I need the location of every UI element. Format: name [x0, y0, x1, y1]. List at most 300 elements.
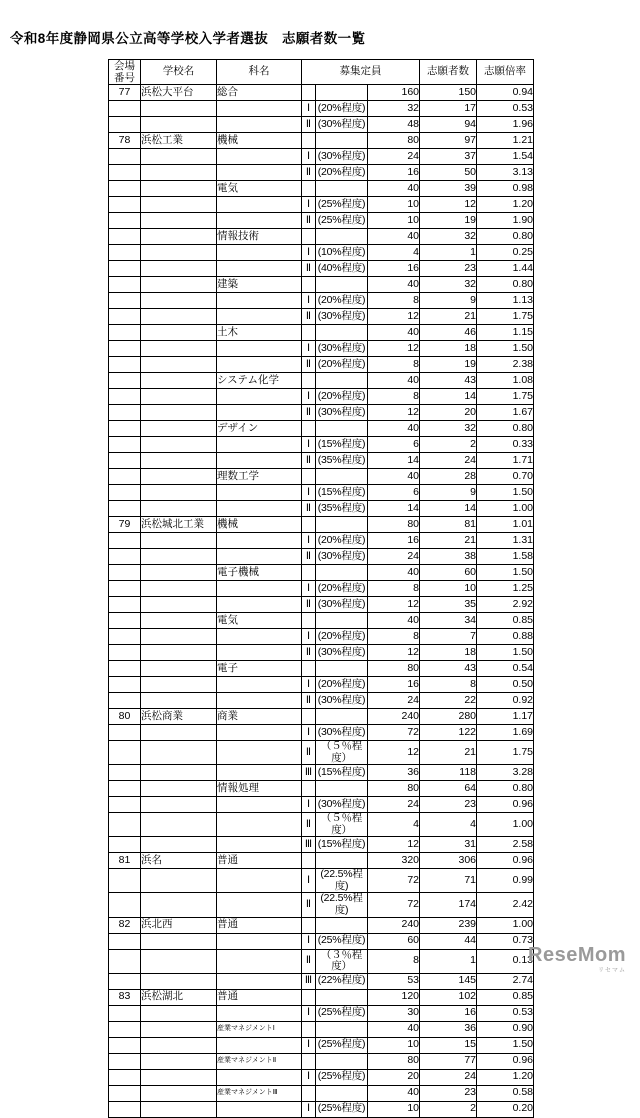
- cell-quota-ratio-note: [316, 277, 368, 293]
- table-row: [109, 781, 534, 797]
- cell-quota: 48: [368, 117, 420, 133]
- table-row: [109, 245, 534, 261]
- table-row: [109, 837, 534, 853]
- cell-quota: 40: [368, 469, 420, 485]
- cell-course-name: 機械: [217, 517, 302, 533]
- cell-rate: 1.58: [477, 549, 534, 565]
- table-row: [109, 293, 534, 309]
- cell-quota: 8: [368, 389, 420, 405]
- cell-rate: 0.80: [477, 421, 534, 437]
- cell-quota: 40: [368, 1021, 420, 1037]
- cell-rate: 1.20: [477, 197, 534, 213]
- cell-rate: 0.96: [477, 1053, 534, 1069]
- cell-quota-ratio-note: （３％程度）: [316, 949, 368, 973]
- cell-quota: 12: [368, 405, 420, 421]
- cell-rate: 1.44: [477, 261, 534, 277]
- cell-course-name: [217, 869, 302, 893]
- cell-rate: 1.50: [477, 565, 534, 581]
- cell-applicants: 9: [420, 485, 477, 501]
- cell-venue-number: [109, 213, 141, 229]
- cell-quota-ratio-note: (25%程度): [316, 1101, 368, 1117]
- cell-course-name: [217, 453, 302, 469]
- cell-course-name: [217, 893, 302, 917]
- cell-quota-ratio-note: [316, 181, 368, 197]
- cell-venue-number: [109, 597, 141, 613]
- cell-selection-type: Ⅰ: [302, 869, 316, 893]
- cell-rate: 0.85: [477, 989, 534, 1005]
- cell-course-name: 土木: [217, 325, 302, 341]
- cell-applicants: 8: [420, 677, 477, 693]
- cell-venue-number: [109, 533, 141, 549]
- cell-course-name: [217, 645, 302, 661]
- table-row: [109, 501, 534, 517]
- cell-school-name: [141, 1005, 217, 1021]
- cell-selection-type: [302, 85, 316, 101]
- cell-venue-number: [109, 277, 141, 293]
- table-row: [109, 117, 534, 133]
- cell-rate: 1.96: [477, 117, 534, 133]
- cell-course-name: 普通: [217, 989, 302, 1005]
- cell-course-name: [217, 765, 302, 781]
- cell-selection-type: Ⅰ: [302, 797, 316, 813]
- cell-school-name: [141, 101, 217, 117]
- cell-quota: 24: [368, 149, 420, 165]
- cell-quota: 6: [368, 437, 420, 453]
- watermark-brand-sub: リセマム: [598, 968, 626, 974]
- header-quota: 募集定員: [302, 60, 420, 85]
- cell-applicants: 23: [420, 1085, 477, 1101]
- cell-course-name: [217, 389, 302, 405]
- cell-selection-type: Ⅰ: [302, 437, 316, 453]
- cell-quota: 12: [368, 309, 420, 325]
- table-row: [109, 421, 534, 437]
- cell-quota: 36: [368, 765, 420, 781]
- cell-course-name: [217, 437, 302, 453]
- cell-course-name: [217, 837, 302, 853]
- cell-school-name: [141, 1069, 217, 1085]
- cell-rate: 3.28: [477, 765, 534, 781]
- cell-rate: 2.38: [477, 357, 534, 373]
- cell-venue-number: [109, 309, 141, 325]
- cell-venue-number: [109, 1069, 141, 1085]
- cell-selection-type: Ⅱ: [302, 117, 316, 133]
- cell-rate: 0.20: [477, 1101, 534, 1117]
- cell-quota: 40: [368, 181, 420, 197]
- cell-quota: 320: [368, 853, 420, 869]
- cell-quota: 80: [368, 133, 420, 149]
- table-row: [109, 389, 534, 405]
- cell-course-name: [217, 293, 302, 309]
- cell-quota: 8: [368, 357, 420, 373]
- table-row: [109, 181, 534, 197]
- cell-quota: 240: [368, 917, 420, 933]
- cell-school-name: [141, 213, 217, 229]
- cell-quota-ratio-note: [316, 1053, 368, 1069]
- cell-applicants: 44: [420, 933, 477, 949]
- cell-quota-ratio-note: [316, 133, 368, 149]
- cell-venue-number: [109, 645, 141, 661]
- cell-venue-number: 78: [109, 133, 141, 149]
- cell-course-name: [217, 309, 302, 325]
- cell-quota: 30: [368, 1005, 420, 1021]
- cell-applicants: 24: [420, 1069, 477, 1085]
- cell-rate: 1.21: [477, 133, 534, 149]
- table-row: [109, 989, 534, 1005]
- table-row: [109, 741, 534, 765]
- cell-course-name: [217, 101, 302, 117]
- cell-rate: 0.96: [477, 797, 534, 813]
- cell-selection-type: Ⅱ: [302, 645, 316, 661]
- table-row: [109, 1085, 534, 1101]
- table-row: [109, 933, 534, 949]
- cell-rate: 1.90: [477, 213, 534, 229]
- cell-applicants: 2: [420, 437, 477, 453]
- cell-quota-ratio-note: [316, 781, 368, 797]
- cell-applicants: 60: [420, 565, 477, 581]
- cell-quota-ratio-note: (20%程度): [316, 533, 368, 549]
- cell-venue-number: [109, 117, 141, 133]
- cell-venue-number: [109, 245, 141, 261]
- cell-school-name: 浜松大平台: [141, 85, 217, 101]
- table-row: [109, 213, 534, 229]
- cell-quota-ratio-note: (10%程度): [316, 245, 368, 261]
- cell-rate: 0.80: [477, 277, 534, 293]
- cell-quota: 60: [368, 933, 420, 949]
- cell-applicants: 36: [420, 1021, 477, 1037]
- table-row: [109, 373, 534, 389]
- cell-applicants: 32: [420, 421, 477, 437]
- cell-selection-type: Ⅰ: [302, 341, 316, 357]
- cell-quota-ratio-note: (25%程度): [316, 1037, 368, 1053]
- cell-applicants: 21: [420, 741, 477, 765]
- table-row: [109, 973, 534, 989]
- cell-venue-number: [109, 549, 141, 565]
- cell-quota: 40: [368, 325, 420, 341]
- table-row: [109, 1021, 534, 1037]
- cell-applicants: 34: [420, 613, 477, 629]
- cell-school-name: [141, 533, 217, 549]
- cell-venue-number: [109, 453, 141, 469]
- cell-applicants: 22: [420, 693, 477, 709]
- cell-venue-number: 80: [109, 709, 141, 725]
- cell-selection-type: Ⅰ: [302, 1037, 316, 1053]
- cell-venue-number: [109, 725, 141, 741]
- cell-course-name: [217, 693, 302, 709]
- cell-venue-number: [109, 197, 141, 213]
- cell-venue-number: [109, 421, 141, 437]
- cell-applicants: 18: [420, 341, 477, 357]
- cell-school-name: [141, 437, 217, 453]
- cell-applicants: 118: [420, 765, 477, 781]
- cell-quota: 12: [368, 645, 420, 661]
- cell-quota-ratio-note: (20%程度): [316, 389, 368, 405]
- table-row: [109, 165, 534, 181]
- cell-quota-ratio-note: [316, 853, 368, 869]
- cell-selection-type: Ⅱ: [302, 165, 316, 181]
- cell-venue-number: [109, 741, 141, 765]
- cell-rate: 1.69: [477, 725, 534, 741]
- cell-selection-type: Ⅱ: [302, 453, 316, 469]
- cell-venue-number: [109, 613, 141, 629]
- cell-selection-type: Ⅰ: [302, 629, 316, 645]
- cell-quota-ratio-note: [316, 469, 368, 485]
- cell-quota: 72: [368, 725, 420, 741]
- cell-rate: 3.13: [477, 165, 534, 181]
- cell-rate: 1.54: [477, 149, 534, 165]
- cell-course-name: デザイン: [217, 421, 302, 437]
- cell-selection-type: Ⅱ: [302, 549, 316, 565]
- cell-selection-type: [302, 709, 316, 725]
- cell-school-name: [141, 165, 217, 181]
- cell-selection-type: Ⅰ: [302, 1069, 316, 1085]
- cell-school-name: [141, 813, 217, 837]
- cell-quota: 24: [368, 549, 420, 565]
- cell-applicants: 71: [420, 869, 477, 893]
- cell-quota-ratio-note: [316, 661, 368, 677]
- cell-selection-type: [302, 853, 316, 869]
- table-row: [109, 549, 534, 565]
- cell-school-name: [141, 613, 217, 629]
- cell-applicants: 64: [420, 781, 477, 797]
- cell-quota-ratio-note: [316, 229, 368, 245]
- cell-quota: 8: [368, 581, 420, 597]
- cell-applicants: 24: [420, 453, 477, 469]
- cell-applicants: 43: [420, 373, 477, 389]
- cell-rate: 1.75: [477, 389, 534, 405]
- cell-rate: 0.88: [477, 629, 534, 645]
- cell-venue-number: [109, 765, 141, 781]
- table-row: [109, 485, 534, 501]
- cell-selection-type: [302, 1053, 316, 1069]
- cell-school-name: [141, 797, 217, 813]
- table-row: [109, 261, 534, 277]
- cell-applicants: 122: [420, 725, 477, 741]
- cell-course-name: [217, 165, 302, 181]
- cell-course-name: [217, 813, 302, 837]
- cell-course-name: [217, 1037, 302, 1053]
- cell-school-name: [141, 357, 217, 373]
- cell-selection-type: [302, 181, 316, 197]
- cell-quota: 32: [368, 101, 420, 117]
- cell-school-name: [141, 293, 217, 309]
- cell-rate: 1.00: [477, 917, 534, 933]
- cell-quota-ratio-note: (20%程度): [316, 629, 368, 645]
- cell-quota-ratio-note: (25%程度): [316, 933, 368, 949]
- cell-rate: 0.58: [477, 1085, 534, 1101]
- cell-venue-number: [109, 813, 141, 837]
- cell-course-name: [217, 357, 302, 373]
- cell-selection-type: [302, 613, 316, 629]
- cell-selection-type: Ⅱ: [302, 597, 316, 613]
- cell-quota-ratio-note: [316, 421, 368, 437]
- cell-selection-type: Ⅱ: [302, 357, 316, 373]
- cell-course-name: 情報技術: [217, 229, 302, 245]
- cell-course-name: [217, 1069, 302, 1085]
- cell-school-name: [141, 837, 217, 853]
- cell-course-name: 普通: [217, 853, 302, 869]
- table-row: [109, 709, 534, 725]
- cell-rate: 1.20: [477, 1069, 534, 1085]
- cell-quota-ratio-note: (30%程度): [316, 341, 368, 357]
- cell-selection-type: Ⅰ: [302, 245, 316, 261]
- cell-applicants: 102: [420, 989, 477, 1005]
- cell-course-name: 電子機械: [217, 565, 302, 581]
- cell-quota: 160: [368, 85, 420, 101]
- cell-school-name: [141, 277, 217, 293]
- cell-quota-ratio-note: [316, 1021, 368, 1037]
- cell-school-name: [141, 389, 217, 405]
- cell-quota: 12: [368, 741, 420, 765]
- cell-quota-ratio-note: (20%程度): [316, 165, 368, 181]
- cell-quota-ratio-note: (20%程度): [316, 357, 368, 373]
- cell-quota: 40: [368, 421, 420, 437]
- cell-course-name: 情報処理: [217, 781, 302, 797]
- cell-school-name: [141, 405, 217, 421]
- cell-venue-number: [109, 181, 141, 197]
- cell-selection-type: Ⅱ: [302, 501, 316, 517]
- table-row: [109, 581, 534, 597]
- cell-selection-type: Ⅱ: [302, 741, 316, 765]
- cell-rate: 0.13: [477, 949, 534, 973]
- cell-venue-number: [109, 1101, 141, 1117]
- table-row: [109, 797, 534, 813]
- cell-applicants: 10: [420, 581, 477, 597]
- cell-selection-type: [302, 277, 316, 293]
- header-venue: 会場 番号: [109, 60, 141, 85]
- cell-selection-type: [302, 421, 316, 437]
- cell-quota: 16: [368, 165, 420, 181]
- cell-venue-number: 83: [109, 989, 141, 1005]
- cell-course-name: 商業: [217, 709, 302, 725]
- cell-applicants: 4: [420, 813, 477, 837]
- cell-selection-type: Ⅱ: [302, 893, 316, 917]
- cell-venue-number: [109, 165, 141, 181]
- cell-venue-number: [109, 933, 141, 949]
- cell-course-name: 電子: [217, 661, 302, 677]
- cell-quota: 24: [368, 693, 420, 709]
- cell-quota: 40: [368, 373, 420, 389]
- table-row: [109, 1037, 534, 1053]
- cell-rate: 0.80: [477, 781, 534, 797]
- cell-quota-ratio-note: (15%程度): [316, 485, 368, 501]
- cell-venue-number: 79: [109, 517, 141, 533]
- table-row: [109, 1101, 534, 1117]
- cell-selection-type: [302, 1085, 316, 1101]
- cell-school-name: [141, 117, 217, 133]
- cell-quota-ratio-note: [316, 709, 368, 725]
- cell-course-name: 産業マネジメントⅡ: [217, 1053, 302, 1069]
- cell-quota-ratio-note: (22.5%程度): [316, 869, 368, 893]
- table-row: [109, 437, 534, 453]
- cell-course-name: [217, 245, 302, 261]
- cell-quota-ratio-note: (25%程度): [316, 1005, 368, 1021]
- table-row: [109, 405, 534, 421]
- cell-applicants: 1: [420, 949, 477, 973]
- cell-rate: 1.25: [477, 581, 534, 597]
- header-applicants: 志願者数: [420, 60, 477, 85]
- table-row: [109, 661, 534, 677]
- cell-venue-number: [109, 893, 141, 917]
- cell-course-name: システム化学: [217, 373, 302, 389]
- cell-rate: 0.80: [477, 229, 534, 245]
- cell-course-name: 総合: [217, 85, 302, 101]
- cell-venue-number: [109, 869, 141, 893]
- cell-quota: 8: [368, 949, 420, 973]
- cell-selection-type: Ⅱ: [302, 309, 316, 325]
- cell-rate: 0.90: [477, 1021, 534, 1037]
- cell-rate: 1.50: [477, 485, 534, 501]
- cell-selection-type: Ⅲ: [302, 973, 316, 989]
- cell-quota: 80: [368, 1053, 420, 1069]
- cell-course-name: [217, 677, 302, 693]
- header-school: 学校名: [141, 60, 217, 85]
- cell-course-name: [217, 1101, 302, 1117]
- table-header: [109, 60, 534, 85]
- cell-rate: 0.50: [477, 677, 534, 693]
- cell-applicants: 18: [420, 645, 477, 661]
- cell-rate: 2.58: [477, 837, 534, 853]
- cell-venue-number: [109, 437, 141, 453]
- cell-rate: 0.92: [477, 693, 534, 709]
- cell-school-name: [141, 933, 217, 949]
- cell-quota: 80: [368, 661, 420, 677]
- table-row: [109, 197, 534, 213]
- cell-applicants: 37: [420, 149, 477, 165]
- cell-course-name: [217, 597, 302, 613]
- cell-selection-type: Ⅱ: [302, 213, 316, 229]
- cell-rate: 0.99: [477, 869, 534, 893]
- cell-rate: 0.53: [477, 1005, 534, 1021]
- cell-school-name: [141, 645, 217, 661]
- cell-course-name: [217, 549, 302, 565]
- cell-selection-type: [302, 229, 316, 245]
- cell-course-name: [217, 197, 302, 213]
- cell-school-name: [141, 973, 217, 989]
- cell-school-name: [141, 181, 217, 197]
- cell-applicants: 174: [420, 893, 477, 917]
- cell-selection-type: Ⅱ: [302, 405, 316, 421]
- cell-applicants: 32: [420, 229, 477, 245]
- cell-applicants: 31: [420, 837, 477, 853]
- cell-applicants: 15: [420, 1037, 477, 1053]
- cell-venue-number: [109, 469, 141, 485]
- cell-quota: 24: [368, 797, 420, 813]
- cell-quota: 80: [368, 517, 420, 533]
- cell-rate: 1.50: [477, 341, 534, 357]
- cell-school-name: [141, 869, 217, 893]
- cell-applicants: 46: [420, 325, 477, 341]
- cell-quota: 12: [368, 341, 420, 357]
- cell-applicants: 306: [420, 853, 477, 869]
- cell-applicants: 39: [420, 181, 477, 197]
- cell-quota-ratio-note: （５％程度）: [316, 813, 368, 837]
- cell-school-name: [141, 565, 217, 581]
- cell-quota-ratio-note: (25%程度): [316, 213, 368, 229]
- cell-quota-ratio-note: (15%程度): [316, 837, 368, 853]
- cell-selection-type: Ⅰ: [302, 197, 316, 213]
- cell-applicants: 1: [420, 245, 477, 261]
- cell-applicants: 50: [420, 165, 477, 181]
- cell-quota: 8: [368, 293, 420, 309]
- cell-school-name: [141, 1053, 217, 1069]
- cell-applicants: 17: [420, 101, 477, 117]
- cell-selection-type: Ⅱ: [302, 949, 316, 973]
- cell-quota-ratio-note: [316, 1085, 368, 1101]
- cell-quota-ratio-note: (20%程度): [316, 293, 368, 309]
- cell-school-name: [141, 1037, 217, 1053]
- cell-rate: 1.13: [477, 293, 534, 309]
- cell-course-name: [217, 485, 302, 501]
